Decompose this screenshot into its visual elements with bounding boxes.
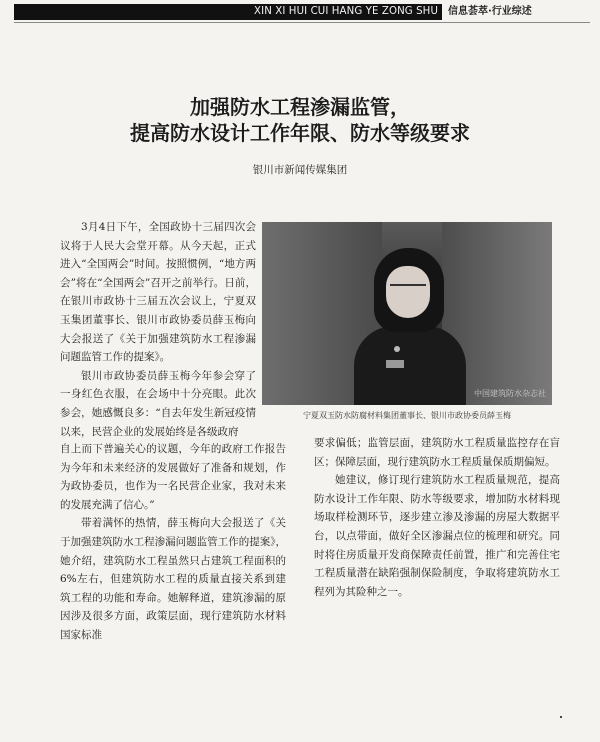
page-mark	[560, 716, 562, 718]
paragraph-3: 带着满怀的热情，薛玉梅向大会报送了《关于加强建筑防水工程渗漏问题监管工作的提案》，她介绍，建筑防水工程虽然只占建筑工程面积的6%左右，但建筑防水工程的质量直接关系到建筑工程的功能和寿命。她解释道，建筑渗漏的原因涉及很多方面，政策层面，现行建筑防水材料国家标准	[60, 517, 286, 641]
article-title-line1: 加强防水工程渗漏监管，	[190, 95, 410, 119]
article-byline: 银川市新闻传媒集团	[252, 164, 348, 176]
photo-caption: 宁夏双玉防水防腐材料集团董事长、银川市政协委员薛玉梅	[303, 411, 511, 420]
body-column-left-bottom	[60, 440, 286, 645]
article-title-line2: 提高防水设计工作年限、防水等级要求	[130, 121, 470, 145]
photo-figure-face	[386, 266, 430, 318]
photo-member-badge	[394, 346, 400, 352]
paragraph-3-continued: 要求偏低；监管层面，建筑防水工程质量监控存在盲区；保障层面，现行建筑防水工程质量保质期偏短。	[314, 437, 560, 468]
header-divider	[14, 22, 590, 23]
photo-figure-body	[354, 326, 466, 405]
photo-figure-glasses	[390, 284, 426, 292]
paragraph-2b: 自上而下普遍关心的议题，今年的政府工作报告为今年和未来经济的发展做好了准备和规划，作为政协委员，也作为一名民营企业家，我对未来的发展充满了信心。”	[60, 443, 286, 511]
paragraph-2a: 银川市政协委员薛玉梅今年参会穿了一身红色衣服，在会场中十分亮眼。此次参会，她感慨良多：“自去年发生新冠疫情以来，民营企业的发展始终是各级政府	[60, 369, 256, 438]
paragraph-4: 她建议，修订现行建筑防水工程质量规范，提高防水设计工作年限、防水等级要求，增加防水材料现场取样检测环节，逐步建立渗及渗漏的房屋大数据平台，以点带面，做好全区渗漏点位的梳理和研究。同时将住房质量开发商保障责任前置，推广和完善住宅工程质量潜在缺陷强制保险制度，争取将建筑防水工程列为其险种之一。	[314, 474, 560, 598]
header-bar	[0, 0, 600, 22]
photo-watermark: 中国建筑防水杂志社	[474, 389, 546, 398]
photo-name-tag	[386, 360, 404, 368]
body-column-left-top	[60, 218, 256, 441]
section-label: 信息荟萃·行业综述	[448, 6, 532, 17]
paragraph-1: 3月4日下午，全国政协十三届四次会议将于人民大会堂开幕。从今天起，正式进入“全国两会”时间。按照惯例，“地方两会”将在“全国两会”召开之前举行。日前，在银川市政协十三届五次会议上，宁夏双玉集团董事长、银川市政协委员薛玉梅向大会报送了《关于加强建筑防水工程渗漏问题监管工作的提案》。	[60, 221, 256, 364]
journal-pinyin: XIN XI HUI CUI HANG YE ZONG SHU	[218, 4, 442, 20]
body-column-right	[314, 434, 560, 601]
portrait-photo	[262, 222, 552, 405]
